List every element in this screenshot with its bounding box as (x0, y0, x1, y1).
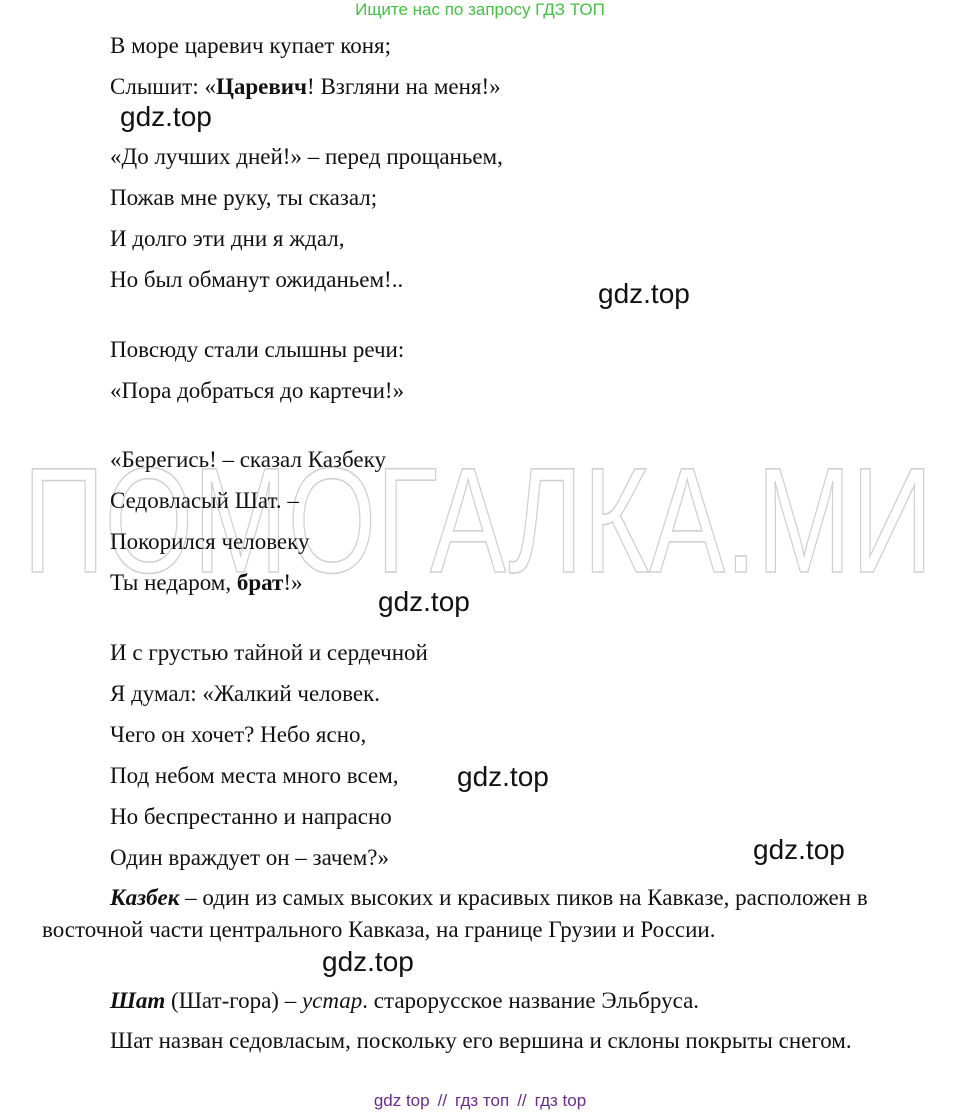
poem-line: Один враждует он – зачем?» (110, 845, 389, 870)
background-watermark-text: ПОМОГАЛКА.МИ (23, 448, 933, 588)
gdz-watermark: gdz.top (378, 586, 470, 617)
poem-line: Покорился человеку (110, 529, 310, 554)
poem-line: «Берегись! – сказал Казбеку (110, 447, 386, 472)
gdz-watermark: gdz.top (753, 834, 845, 865)
poem-line: Слышит: «Царевич! Взгляни на меня!» (110, 74, 501, 99)
footer-links (0, 1091, 960, 1111)
bold-word: Царевич (215, 74, 308, 99)
poem-line: «До лучших дней!» – перед прощаньем, (110, 144, 503, 169)
footer-separator: // (517, 1091, 527, 1110)
poem-line: Но беспрестанно и напрасно (110, 804, 392, 829)
poem-line: Но был обманут ожиданьем!.. (110, 267, 404, 292)
poem-line: Повсюду стали слышны речи: (110, 337, 405, 362)
gdz-watermark: gdz.top (120, 101, 212, 132)
note-shat-explanation: Шат назван седовласым, поскольку его вершина и склоны покрыты снегом. (110, 1028, 852, 1053)
poem-line: В море царевич купает коня; (110, 33, 391, 58)
top-banner[interactable]: Ищите нас по запросу ГДЗ ТОП (355, 0, 605, 19)
poem-line: Чего он хочет? Небо ясно, (110, 722, 367, 747)
poem-line: Седовласый Шат. – (110, 488, 299, 513)
poem-line: Ты недаром, брат!» (110, 570, 303, 595)
gdz-watermark: gdz.top (457, 761, 549, 792)
term-kazbek: Казбек (110, 885, 180, 910)
note-shat: Шат (Шат-гора) – устар. старорусское название Эльбруса. (110, 988, 700, 1013)
poem-line: Пожав мне руку, ты сказал; (110, 185, 378, 210)
poem-line: Под небом места много всем, (110, 763, 399, 788)
gdz-watermark: gdz.top (322, 946, 414, 977)
poem-line: И долго эти дни я ждал, (110, 226, 345, 251)
footer-separator: // (437, 1091, 448, 1110)
footer-link[interactable]: гдз top (534, 1091, 587, 1110)
poem-line: И с грустью тайной и сердечной (110, 640, 428, 665)
poem-line: «Пора добраться до картечи!» (110, 378, 405, 403)
bold-word: брат (236, 570, 284, 595)
abbr-ustar: устар (301, 988, 363, 1013)
poem-line: Я думал: «Жалкий человек. (110, 681, 380, 706)
footer-link[interactable]: гдз топ (455, 1091, 510, 1110)
footer-link[interactable]: gdz top (373, 1091, 430, 1110)
term-shat: Шат (110, 988, 166, 1013)
gdz-watermark: gdz.top (598, 278, 690, 309)
note-kazbek: Казбек – один из самых высоких и красивых пиков на Кавказе, расположен в восточной части центрального Кавказа, на границе Грузии и России. (42, 885, 868, 942)
